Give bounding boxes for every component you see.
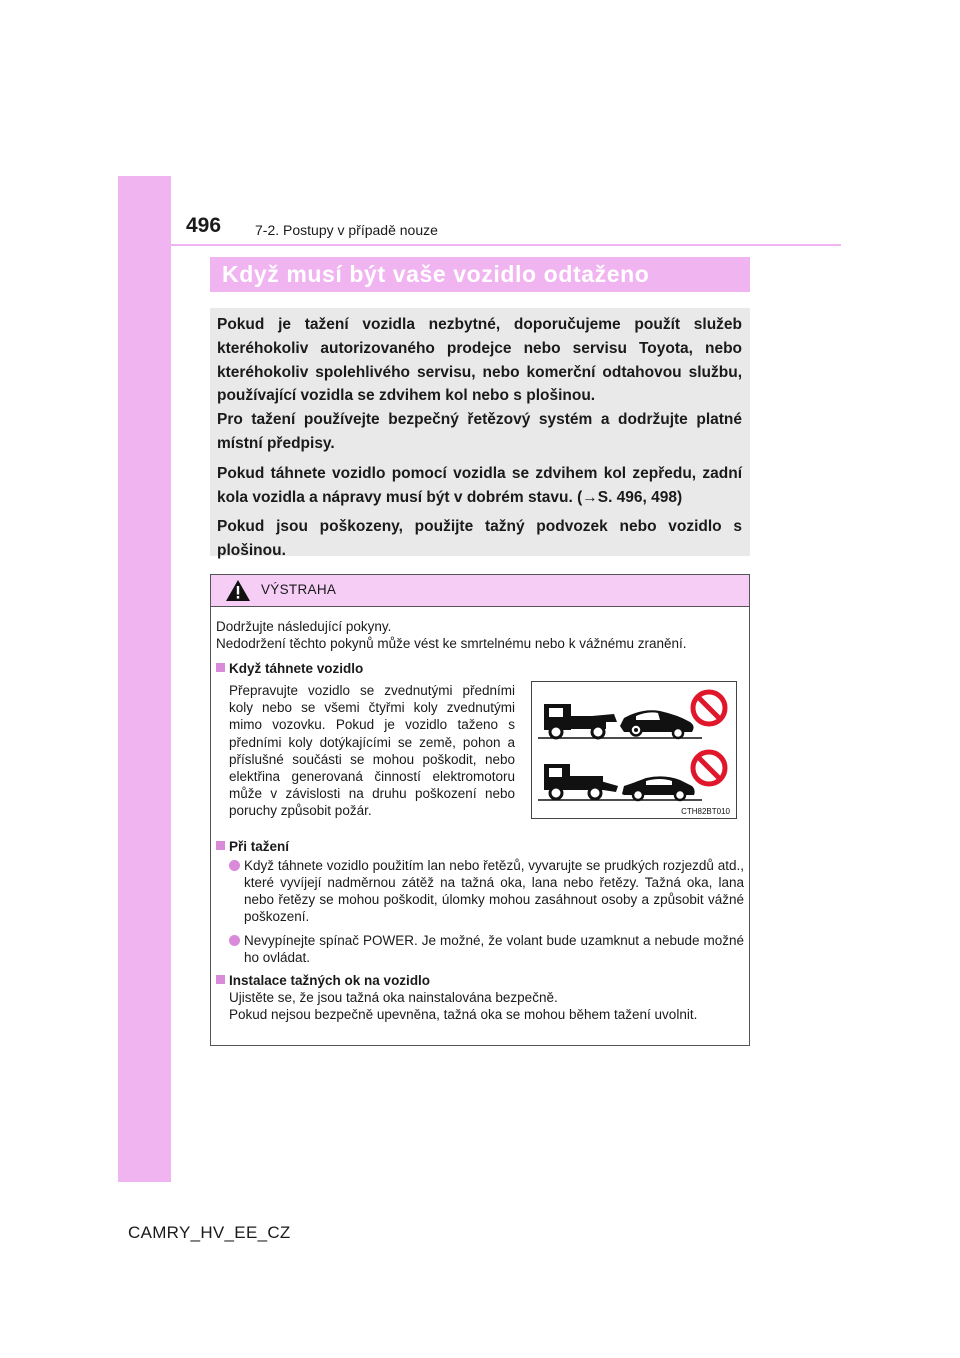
header-divider [171,244,841,246]
towing-text: Přepravujte vozidlo se zvednutými předními koly nebo se všemi čtyřmi koly zvednutými mimo vozovku. Pokud je vozidlo taženo s předními koly dotýkajícími se země, pohon a příslušné součásti se mohou poškodit, nebo elektřina generovaná činností elektromotoru může v závislosti na druhu poškození nebo poruchy způsobit požár. [229,683,515,819]
towed-car-lower-icon [622,776,695,800]
subheading-during-towing-label: Při tažení [229,839,290,854]
warning-body [216,618,744,1023]
subheading-towing [216,660,744,677]
warning-header [211,575,749,607]
subheading-during-towing [216,838,744,855]
intro-paragraph-3: Pokud táhnete vozidlo pomocí vozidla se zdvihem kol zepředu, zadní kola vozidla a nápravy musí být v dobrém stavu. (→S. 496, 498) [217,464,742,506]
section-title: Když musí být vaše vozidlo odtaženo [210,257,750,292]
figure-code: CTH82BT010 [681,807,730,816]
subheading-tow-eyelets [216,972,744,989]
page-number: 496 [186,214,222,237]
document-code: CAMRY_HV_EE_CZ [128,1223,291,1242]
towing-row [216,682,744,832]
intro-paragraph-1: Pokud je tažení vozidla nezbytné, doporučujeme použít služeb kteréhokoliv autorizovaného prodejce nebo servisu Toyota, nebo kteréhokoliv spolehlivého servisu, nebo komerční odtahovou službu, používající vozidla se zdvihem kol nebo s plošinou. [217,316,742,405]
round-bullet-icon [229,935,240,946]
subheading-tow-eyelets-label: Instalace tažných ok na vozidlo [229,973,431,988]
subheading-towing-label: Když táhnete vozidlo [229,661,364,676]
intro-paragraph-2: Pro tažení používejte bezpečný řetězový systém a dodržujte platné místní předpisy. [217,411,742,452]
bullet-item [216,932,744,966]
warning-box [210,574,750,1046]
intro-box [210,308,750,560]
square-bullet-icon [216,975,225,984]
eyelet-line-1: Ujistěte se, že jsou tažná oka nainstalována bezpečně. [229,990,558,1005]
square-bullet-icon [216,841,225,850]
intro-paragraph-4: Pokud jsou poškozeny, použijte tažný podvozek nebo vozidlo s plošinou. [217,518,742,560]
warning-triangle-icon [226,580,250,601]
bullet-text: Nevypínejte spínač POWER. Je možné, že volant bude uzamknut a nebude možné ho ovládat. [244,933,744,965]
square-bullet-icon [216,663,225,672]
prohibition-icon-upper [693,692,725,724]
bullet-text: Když táhnete vozidlo použitím lan nebo řetězů, vyvarujte se prudkých rozjezdů atd., které vyvíjejí nadměrnou zátěž na tažná oka, lana nebo řetězy. Tažná oka, lana nebo řetězy se mohou poškodit, úlomky mohou zasáhnout osoby a způsobit vážné poškození. [244,858,744,924]
warning-line-2: Nedodržení těchto pokynů může vést ke smrtelnému nebo k vážnému zranění. [216,636,687,651]
prohibition-icon-lower [693,752,725,784]
towed-car-upper-icon [620,710,694,738]
warning-line-1: Dodržujte následující pokyny. [216,619,392,634]
chapter-sidebar-tab [118,176,171,1182]
warning-title: VÝSTRAHA [261,582,337,597]
chapter-title: 7-2. Postupy v případě nouze [255,222,438,238]
round-bullet-icon [229,860,240,871]
bullet-item [216,857,744,925]
tow-truck-diagram [532,682,736,818]
towing-illustration [531,681,737,819]
eyelet-line-2: Pokud nejsou bezpečně upevněna, tažná oka se mohou během tažení uvolnit. [229,1007,698,1022]
